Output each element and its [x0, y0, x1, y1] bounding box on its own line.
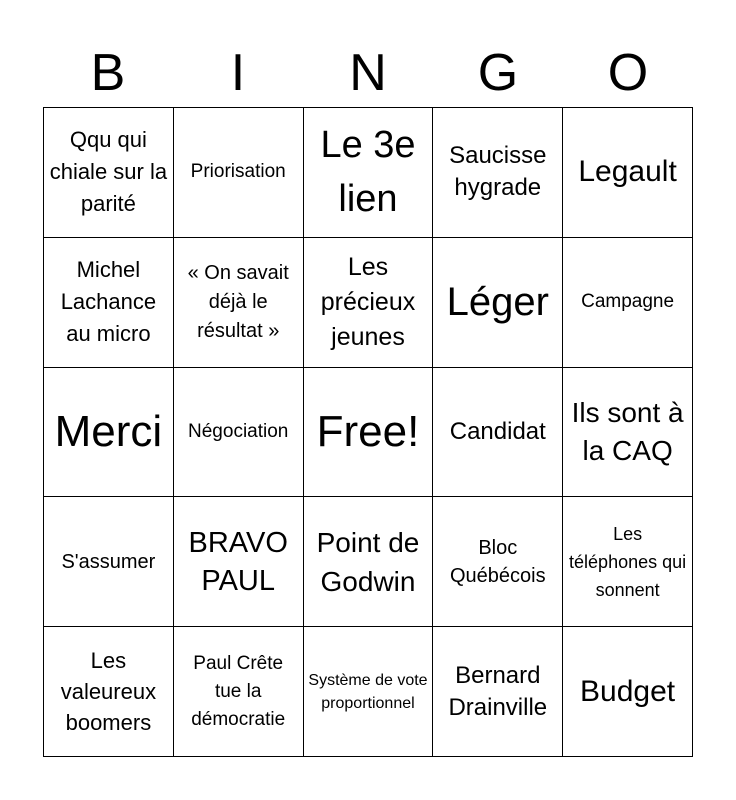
bingo-cell[interactable]: [174, 368, 304, 498]
cell-text: « On savait déjà le résultat »: [187, 261, 289, 342]
bingo-cell[interactable]: [174, 627, 304, 757]
cell-text: Les téléphones qui sonnent: [569, 523, 687, 600]
cell-text: Les valeureux boomers: [60, 648, 157, 736]
cell-text: Bloc Québécois: [449, 536, 546, 587]
cell-text: Point de Godwin: [316, 526, 420, 597]
bingo-cell[interactable]: [433, 238, 563, 368]
bingo-cell[interactable]: [44, 497, 174, 627]
header-letter-b: B: [90, 44, 126, 102]
bingo-cell[interactable]: [44, 368, 174, 498]
cell-text: Merci: [54, 406, 163, 456]
cell-text: S'assumer: [61, 550, 156, 573]
cell-text: Free!: [316, 406, 420, 456]
bingo-cell[interactable]: [44, 627, 174, 757]
cell-text: Legault: [578, 155, 677, 189]
cell-text: Campagne: [581, 291, 675, 313]
bingo-cell[interactable]: [304, 108, 434, 238]
header-letter-o: O: [607, 44, 649, 102]
cell-text: Candidat: [449, 417, 546, 445]
cell-text: Bernard Drainville: [448, 661, 548, 721]
bingo-cell[interactable]: [304, 238, 434, 368]
bingo-cell[interactable]: [433, 368, 563, 498]
header-letter-g: G: [477, 44, 519, 102]
bingo-cell[interactable]: [174, 238, 304, 368]
cell-text: Les précieux jeunes: [320, 252, 416, 351]
bingo-cell[interactable]: [563, 238, 693, 368]
bingo-cell[interactable]: [433, 108, 563, 238]
bingo-cell[interactable]: [563, 368, 693, 498]
cell-text: Négociation: [188, 420, 289, 442]
cell-text: BRAVO PAUL: [188, 526, 288, 597]
bingo-header: [43, 38, 693, 108]
bingo-cell[interactable]: [563, 627, 693, 757]
cell-text: Saucisse hygrade: [449, 142, 547, 202]
cell-text: Léger: [446, 280, 549, 325]
bingo-cell[interactable]: [433, 497, 563, 627]
bingo-cell[interactable]: [304, 497, 434, 627]
cell-text: Budget: [580, 674, 676, 708]
cell-text: Système de vote proportionnel: [308, 671, 428, 712]
cell-text: Ils sont à la CAQ: [571, 396, 684, 466]
cell-text: Paul Crête tue la démocratie: [191, 652, 286, 730]
bingo-card-grid: [43, 107, 693, 757]
cell-text: Qqu qui chiale sur la parité: [49, 127, 168, 217]
bingo-cell[interactable]: [304, 627, 434, 757]
header-letter-n: N: [349, 44, 387, 102]
bingo-cell[interactable]: [563, 108, 693, 238]
bingo-cell[interactable]: [563, 497, 693, 627]
cell-text: Le 3e lien: [320, 124, 416, 221]
bingo-cell[interactable]: [174, 108, 304, 238]
cell-text: Michel Lachance au micro: [60, 257, 157, 347]
bingo-cell[interactable]: [44, 108, 174, 238]
free-space-cell[interactable]: [304, 368, 434, 498]
cell-text: Priorisation: [190, 161, 286, 183]
bingo-cell[interactable]: [44, 238, 174, 368]
bingo-cell[interactable]: [433, 627, 563, 757]
header-letter-i: I: [230, 44, 246, 102]
bingo-cell[interactable]: [174, 497, 304, 627]
